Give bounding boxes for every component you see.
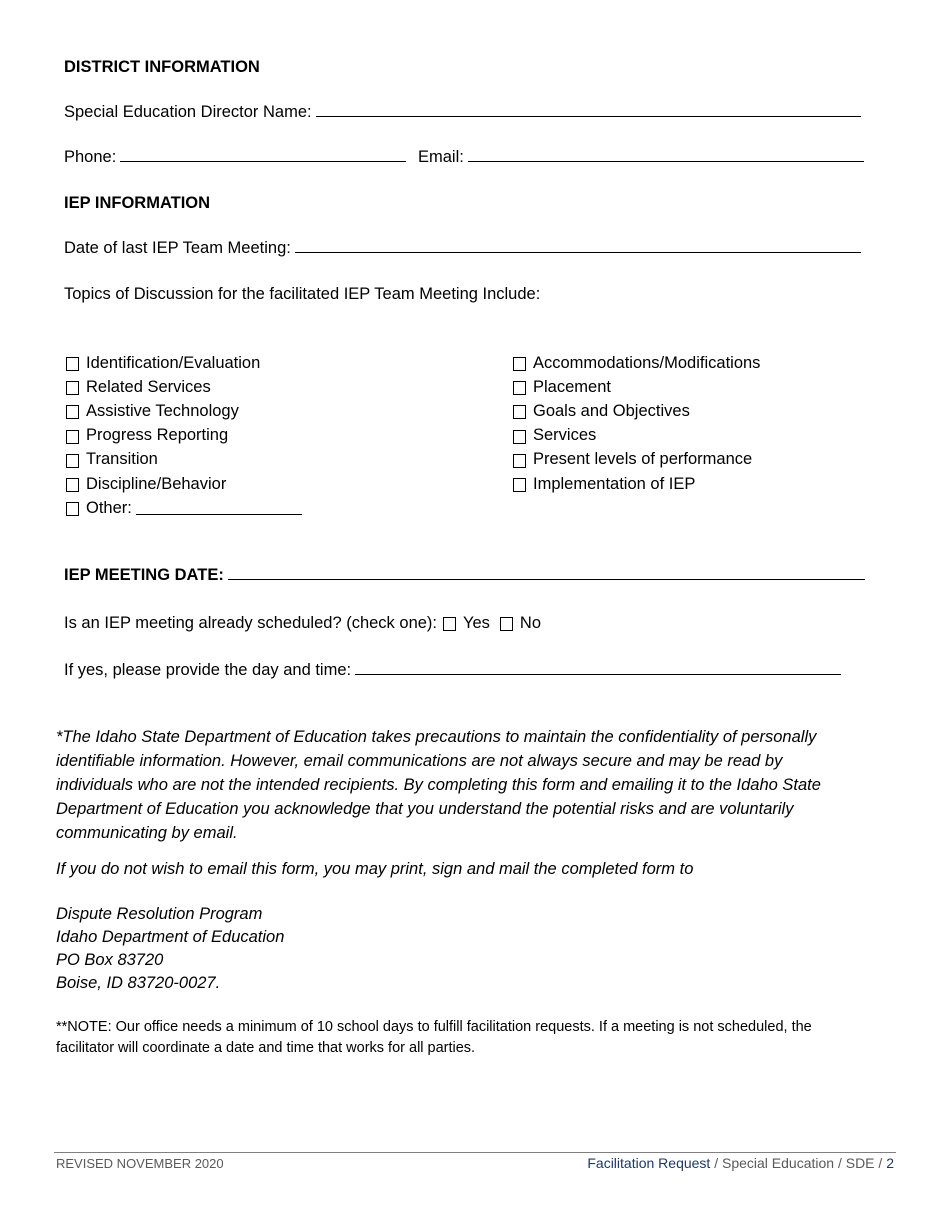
topic-checkbox-item[interactable]: Identification/Evaluation <box>66 351 302 375</box>
checkbox-icon[interactable] <box>66 357 79 371</box>
checkbox-icon[interactable] <box>513 454 526 468</box>
iep-heading: IEP INFORMATION <box>64 194 211 212</box>
email-field[interactable] <box>418 147 864 167</box>
department-name: Special Education <box>721 1155 835 1171</box>
last-meeting-label: Date of last IEP Team Meeting: <box>64 239 291 257</box>
checkbox-icon[interactable] <box>513 357 526 371</box>
phone-label: Phone: <box>64 148 117 166</box>
checkbox-icon[interactable] <box>513 381 526 395</box>
mail-instructions: If you do not wish to email this form, you may print, sign and mail the completed form to <box>56 860 694 878</box>
revised-date: REVISED NOVEMBER 2020 <box>56 1156 224 1171</box>
topics-right-column <box>513 351 760 496</box>
director-name-field[interactable] <box>64 102 861 122</box>
no-checkbox-icon[interactable] <box>500 617 513 631</box>
topic-checkbox-item[interactable]: Placement <box>513 375 760 399</box>
meeting-date-label: IEP MEETING DATE: <box>64 566 224 584</box>
other-topic-line[interactable] <box>136 502 302 515</box>
phone-line[interactable] <box>120 147 406 162</box>
yes-label: Yes <box>463 614 490 632</box>
confidentiality-disclaimer: *The Idaho State Department of Education takes precautions to maintain the confidentiality of personally identifiable information. However, email communications are not always secure and may be read by individuals who are not the intended recipients. By completing this form and emailing it to the Idaho State Department of Education you acknowledge that you understand the potential risks and are voluntarily communicating by email. <box>56 728 821 842</box>
day-time-field[interactable] <box>64 660 841 680</box>
day-time-label: If yes, please provide the day and time: <box>64 661 352 679</box>
email-label: Email: <box>418 148 464 166</box>
topic-checkbox-item[interactable]: Assistive Technology <box>66 399 302 423</box>
topics-label: Topics of Discussion for the facilitated IEP Team Meeting Include: <box>64 285 541 303</box>
topics-left-column <box>66 351 302 520</box>
checkbox-icon[interactable] <box>513 478 526 492</box>
yes-checkbox-icon[interactable] <box>443 617 456 631</box>
district-heading: DISTRICT INFORMATION <box>64 58 260 76</box>
topic-checkbox-item[interactable]: Services <box>513 424 760 448</box>
meeting-scheduled-question <box>64 613 541 633</box>
topic-checkbox-item[interactable]: Accommodations/Modifications <box>513 351 760 375</box>
topic-checkbox-item[interactable]: Present levels of performance <box>513 448 760 472</box>
checkbox-icon[interactable] <box>66 502 79 516</box>
meeting-date-line[interactable] <box>228 565 865 580</box>
topic-checkbox-item[interactable]: Progress Reporting <box>66 424 302 448</box>
topic-checkbox-item[interactable]: Implementation of IEP <box>513 472 760 496</box>
phone-field[interactable] <box>64 147 406 167</box>
mailing-address: Dispute Resolution Program Idaho Department of Education PO Box 83720 Boise, ID 83720-0027. <box>56 905 285 992</box>
doc-name: Facilitation Request <box>587 1155 711 1171</box>
director-name-line[interactable] <box>316 102 861 117</box>
footer-breadcrumb: Facilitation Request / Special Education / SDE / 2 <box>587 1155 894 1171</box>
topic-checkbox-item[interactable]: Related Services <box>66 375 302 399</box>
email-line[interactable] <box>468 147 864 162</box>
meeting-scheduled-label: Is an IEP meeting already scheduled? (check one): <box>64 614 437 632</box>
checkbox-icon[interactable] <box>66 405 79 419</box>
checkbox-icon[interactable] <box>513 430 526 444</box>
topic-checkbox-item[interactable]: Transition <box>66 448 302 472</box>
checkbox-icon[interactable] <box>66 430 79 444</box>
topic-checkbox-item[interactable]: Discipline/Behavior <box>66 472 302 496</box>
checkbox-icon[interactable] <box>66 454 79 468</box>
page-number: 2 <box>886 1155 894 1171</box>
meeting-date-field[interactable] <box>64 565 865 585</box>
agency-name: SDE <box>845 1155 875 1171</box>
checkbox-icon[interactable] <box>513 405 526 419</box>
checkbox-icon[interactable] <box>66 478 79 492</box>
last-meeting-field[interactable] <box>64 238 861 258</box>
director-name-label: Special Education Director Name: <box>64 103 312 121</box>
topic-checkbox-other[interactable]: Other: <box>66 496 302 520</box>
processing-note: **NOTE: Our office needs a minimum of 10 school days to fulfill facilitation requests. If a meeting is not scheduled, the facilitator will coordinate a date and time that works for all parties. <box>56 1019 812 1056</box>
last-meeting-line[interactable] <box>295 238 861 253</box>
day-time-line[interactable] <box>355 660 841 675</box>
checkbox-icon[interactable] <box>66 381 79 395</box>
topic-checkbox-item[interactable]: Goals and Objectives <box>513 399 760 423</box>
footer-divider <box>54 1152 896 1153</box>
no-label: No <box>519 614 542 632</box>
